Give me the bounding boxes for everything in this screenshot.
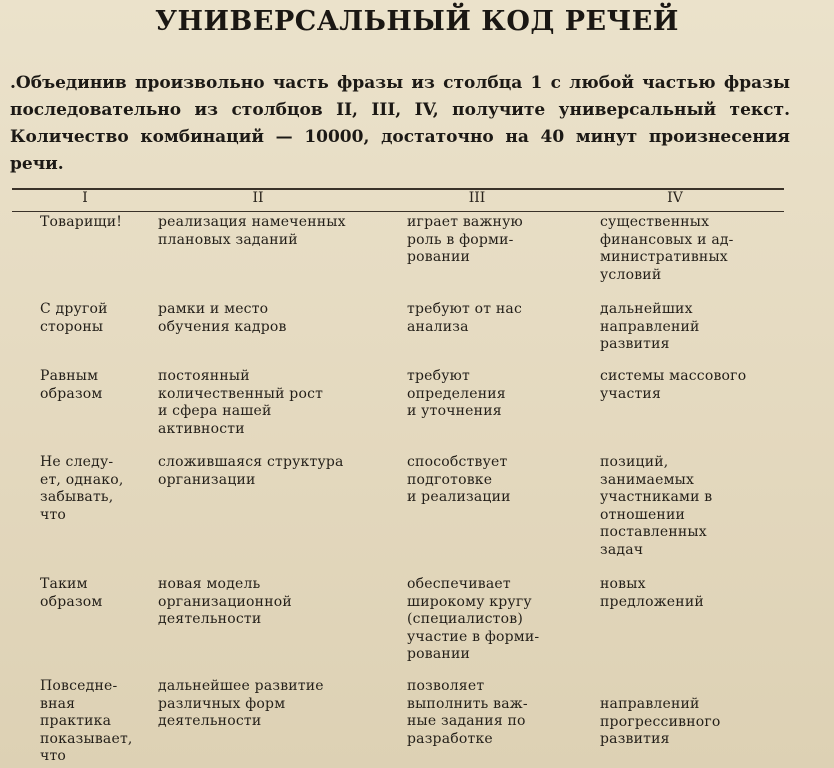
row-2-col-2: рамки и место обучения кадров — [158, 301, 287, 335]
row-1-col-2: реализация намеченных плановых заданий — [158, 214, 346, 248]
intro-paragraph: .Объединив произвольно часть фразы из столбца 1 с любой частью фразы последовательно из столбцов II, III, IV, получите универсальный текст. Количество комбинаций — 10000, достаточно на 40 минут произнесения речи. — [10, 73, 790, 174]
table-header-rule — [12, 211, 784, 212]
row-4-col-2: сложившаяся структура организации — [158, 454, 344, 488]
row-4-col-1: Не следу- ет, однако, забывать, что — [40, 454, 124, 523]
row-3-col-3: требуют определения и уточнения — [407, 368, 506, 419]
row-5-col-3: обеспечивает широкому кругу (специалистов) участие в форми- ровании — [407, 576, 540, 662]
row-1-col-4: существенных финансовых и ад- министративных условий — [600, 214, 734, 283]
row-2-col-4: дальнейших направлений развития — [600, 301, 700, 352]
row-3-col-2: постоянный количественный рост и сфера нашей активности — [158, 368, 324, 437]
row-6-col-1: Повседне- вная практика показывает, что — [40, 678, 133, 764]
row-5-col-4: новых предложений — [600, 576, 704, 610]
row-2-col-1: С другой стороны — [40, 301, 108, 335]
column-header-4: IV — [667, 190, 683, 206]
row-4-col-3: способствует подготовке и реализации — [407, 454, 511, 505]
row-1-col-3: играет важную роль в форми- ровании — [407, 214, 523, 265]
row-1-col-1: Товарищи! — [40, 214, 123, 230]
row-5-col-1: Таким образом — [40, 576, 103, 610]
column-header-1: I — [82, 190, 88, 206]
column-header-2: II — [252, 190, 264, 206]
row-2-col-3: требуют от нас анализа — [407, 301, 522, 335]
row-3-col-4: системы массового участия — [600, 368, 747, 402]
row-6-col-2: дальнейшее развитие различных форм деятельности — [158, 678, 324, 729]
row-3-col-1: Равным образом — [40, 368, 103, 402]
row-5-col-2: новая модель организационной деятельности — [158, 576, 292, 627]
row-4-col-4: позиций, занимаемых участниками в отношении поставленных задач — [600, 454, 713, 558]
row-6-col-3: позволяет выполнить важ- ные задания по разработке — [407, 678, 528, 747]
row-6-col-4: направлений прогрессивного развития — [600, 696, 721, 747]
page-title: УНИВЕРСАЛЬНЫЙ КОД РЕЧЕЙ — [155, 6, 679, 37]
column-header-3: III — [468, 190, 486, 206]
